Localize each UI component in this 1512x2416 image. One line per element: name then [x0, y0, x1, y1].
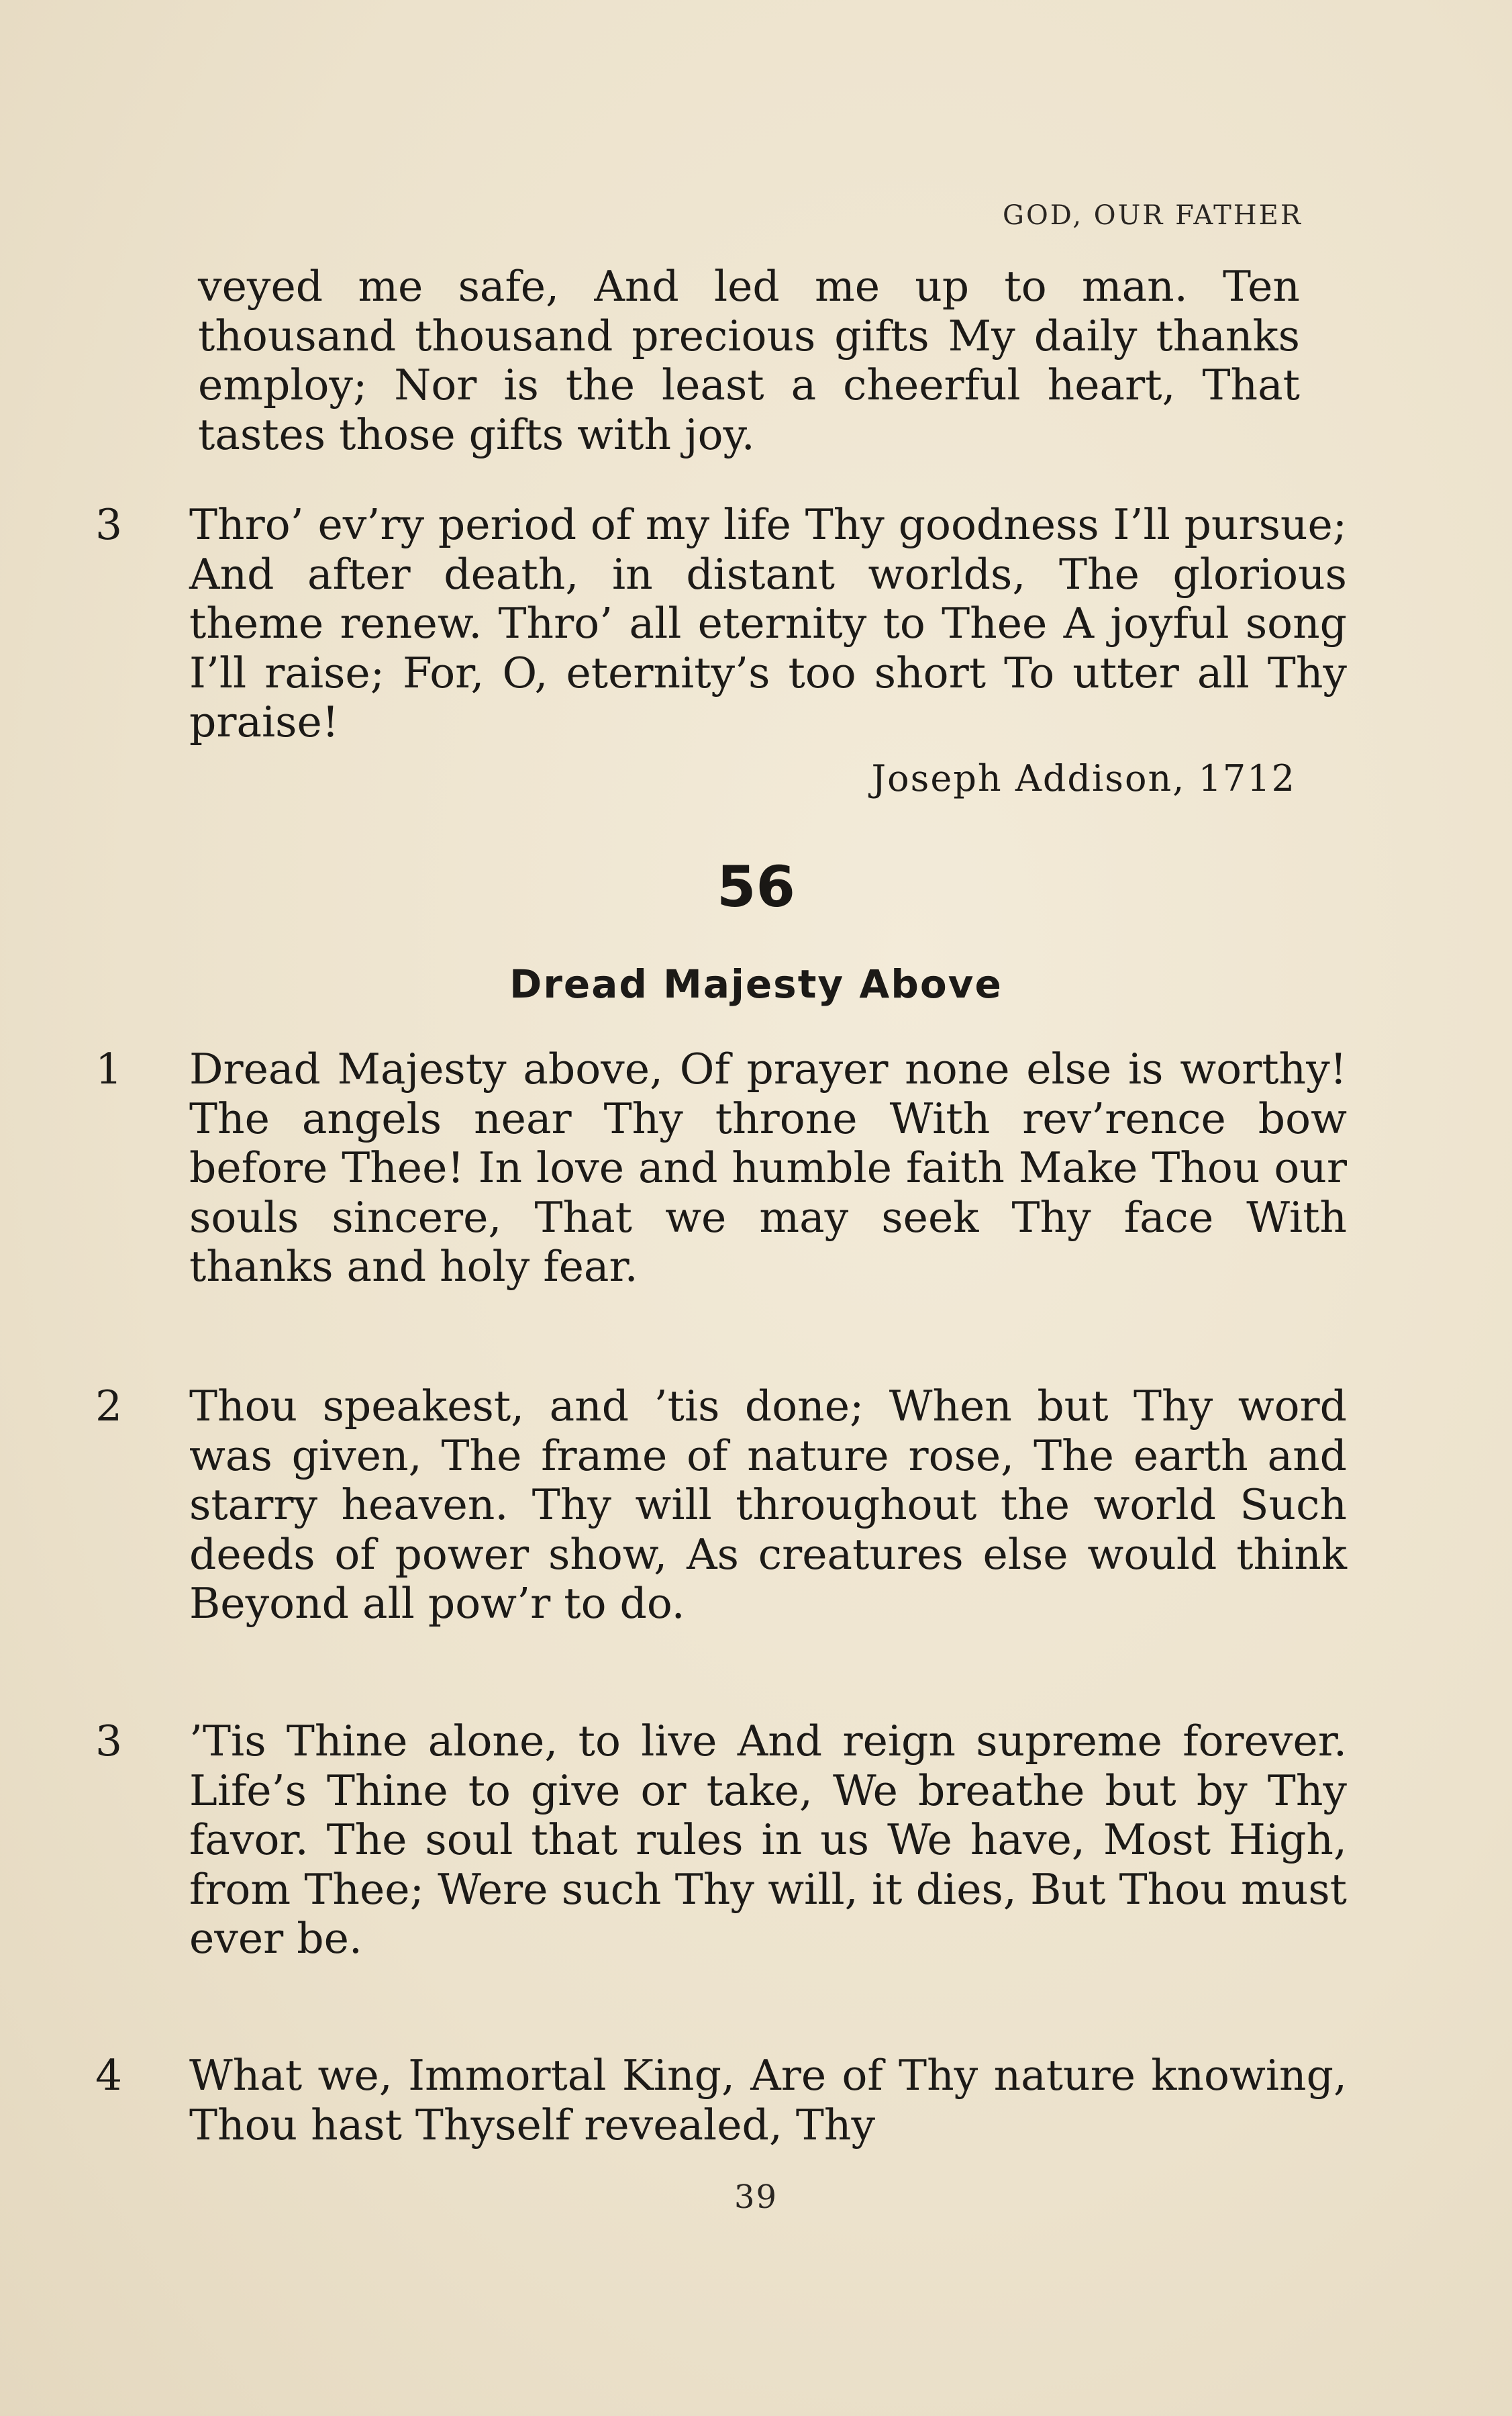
hymn-verse-2 [95, 1382, 1347, 1629]
hymn-verse-3 [95, 1717, 1347, 1964]
hymn-number: 56 [717, 854, 795, 920]
verse-number: 3 [95, 1717, 123, 1766]
verse-number: 3 [95, 500, 123, 549]
verse-number: 4 [95, 2051, 123, 2100]
verse-text: Thou speakest, and ’tis done; When but Thy word was given, The frame of nature rose, The earth and starry heaven. Thy will throughout the world Such deeds of power show, As creatures else would think Beyond all pow’r to do. [189, 1382, 1347, 1629]
hymn-verse-4 [95, 2051, 1347, 2149]
hymn-verse-1 [95, 1045, 1347, 1292]
author-attribution: Joseph Addison, 1712 [871, 757, 1296, 800]
previous-hymn-verse-3 [95, 500, 1347, 747]
verse-text: Dread Majesty above, Of prayer none else is worthy! The angels near Thy throne With rev’rence bow before Thee! In love and humble faith Make Thou our souls sincere, That we may seek Thy face With thanks and holy fear. [189, 1045, 1347, 1292]
verse-text: What we, Immortal King, Are of Thy nature knowing, Thou hast Thyself revealed, Thy [189, 2051, 1347, 2149]
verse-text: Thro’ ev’ry period of my life Thy goodness I’ll pursue; And after death, in distant worlds, The glorious theme renew. Thro’ all eternity to Thee A joyful song I’ll raise; For, O, eternity’s too short To utter all Thy praise! [189, 500, 1347, 747]
verse-number: 1 [95, 1045, 123, 1094]
page-number: 39 [734, 2178, 778, 2216]
hymn-title: Dread Majesty Above [509, 961, 1003, 1007]
continued-verse-text: veyed me safe, And led me up to man. Ten thousand thousand precious gifts My daily thanks employ; Nor is the least a cheerful heart, That tastes those gifts with joy. [198, 262, 1300, 459]
verse-text: ’Tis Thine alone, to live And reign supreme forever. Life’s Thine to give or take, We breathe but by Thy favor. The soul that rules in us We have, Most High, from Thee; Were such Thy will, it dies, But Thou must ever be. [189, 1717, 1347, 1964]
running-head: GOD, OUR FATHER [1002, 200, 1303, 231]
verse-number: 2 [95, 1382, 123, 1431]
